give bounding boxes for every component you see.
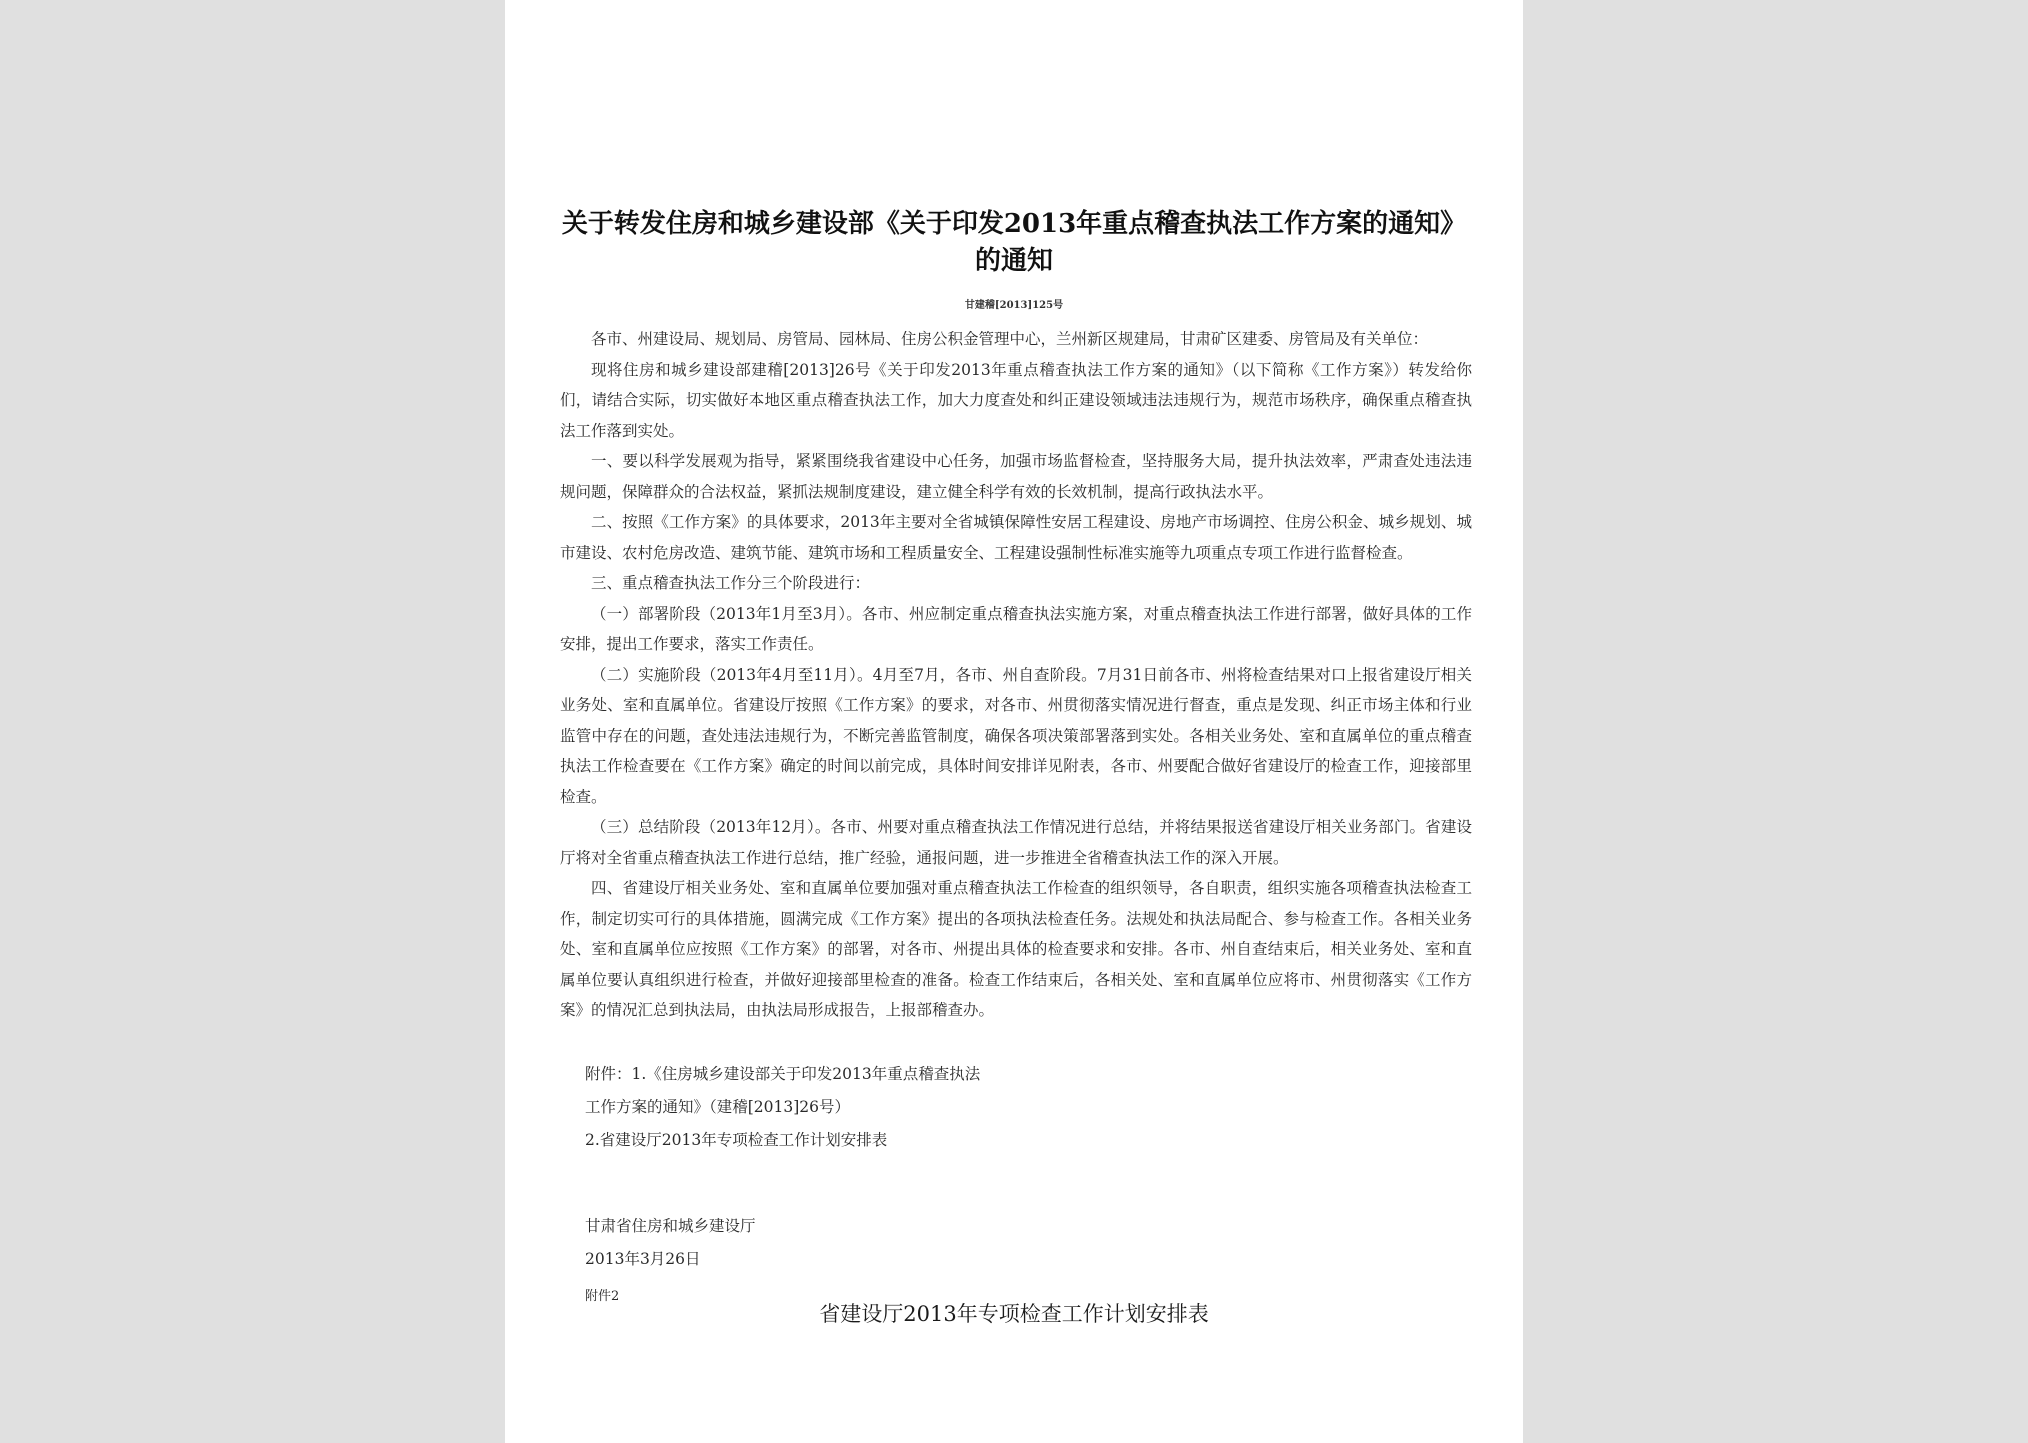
paragraph: （三）总结阶段（2013年12月）。各市、州要对重点稽查执法工作情况进行总结，并将结果报送省建设厅相关业务部门。省建设厅将对全省重点稽查执法工作进行总结，推广经验，通报问题，进一步推进全省稽查执法工作的深入开展。: [560, 818, 1472, 867]
attachment-line: 2.省建设厅2013年专项检查工作计划安排表: [585, 1131, 888, 1149]
attachment2-title: 省建设厅2013年专项检查工作计划安排表: [819, 1302, 1209, 1326]
attachments-list: [585, 1058, 980, 1157]
paragraph: （二）实施阶段（2013年4月至11月）。4月至7月，各市、州自查阶段。7月31日前各市、州将检查结果对口上报省建设厅相关业务处、室和直属单位。省建设厅按照《工作方案》的要求，对各市、州贯彻落实情况进行督查，重点是发现、纠正市场主体和行业监管中存在的问题，查处违法违规行为，不断完善监管制度，确保各项决策部署落到实处。各相关业务处、室和直属单位的重点稽查执法工作检查要在《工作方案》确定的时间以前完成，具体时间安排详见附表，各市、州要配合做好省建设厅的检查工作，迎接部里检查。: [560, 665, 1472, 806]
attachment2-label: 附件2: [585, 1289, 620, 1304]
paragraph: 二、按照《工作方案》的具体要求，2013年主要对全省城镇保障性安居工程建设、房地产市场调控、住房公积金、城乡规划、城市建设、农村危房改造、建筑节能、建筑市场和工程质量安全、工程建设强制性标准实施等九项重点专项工作进行监督检查。: [560, 513, 1472, 562]
attachment-line: 工作方案的通知》（建稽[2013]26号）: [585, 1098, 851, 1116]
document-page: [505, 0, 1523, 1443]
document-number: 甘建稽[2013]125号: [964, 300, 1064, 311]
signer: 甘肃省住房和城乡建设厅: [585, 1217, 756, 1235]
paragraph: 一、要以科学发展观为指导，紧紧围绕我省建设中心任务，加强市场监督检查，坚持服务大局，提升执法效率，严肃查处违法违规问题，保障群众的合法权益，紧抓法规制度建设，建立健全科学有效的长效机制，提高行政执法水平。: [560, 452, 1472, 501]
paragraph: 四、省建设厅相关业务处、室和直属单位要加强对重点稽查执法工作检查的组织领导，各自职责，组织实施各项稽查执法检查工作，制定切实可行的具体措施，圆满完成《工作方案》提出的各项执法检查任务。法规处和执法局配合、参与检查工作。各相关业务处、室和直属单位应按照《工作方案》的部署，对各市、州提出具体的检查要求和安排。各市、州自查结束后，相关业务处、室和直属单位要认真组织进行检查，并做好迎接部里检查的准备。检查工作结束后，各相关处、室和直属单位应将市、州贯彻落实《工作方案》的情况汇总到执法局，由执法局形成报告，上报部稽查办。: [560, 879, 1472, 1019]
paragraph: 现将住房和城乡建设部建稽[2013]26号《关于印发2013年重点稽查执法工作方案的通知》（以下简称《工作方案》）转发给你们，请结合实际，切实做好本地区重点稽查执法工作，加大力度查处和纠正建设领域违法违规行为，规范市场秩序，确保重点稽查执法工作落到实处。: [560, 360, 1472, 440]
paragraph: 三、重点稽查执法工作分三个阶段进行：: [591, 574, 871, 592]
paragraph: （一）部署阶段（2013年1月至3月）。各市、州应制定重点稽查执法实施方案，对重点稽查执法工作进行部署，做好具体的工作安排，提出工作要求，落实工作责任。: [560, 604, 1472, 653]
document-body: [560, 324, 1472, 1026]
paragraph-addressee: 各市、州建设局、规划局、房管局、园林局、住房公积金管理中心，兰州新区规建局，甘肃矿区建委、房管局及有关单位：: [591, 330, 1429, 348]
document-title: 关于转发住房和城乡建设部《关于印发2013年重点稽查执法工作方案的通知》的通知: [561, 209, 1467, 276]
attachment-line: 附件：1.《住房城乡建设部关于印发2013年重点稽查执法: [585, 1065, 981, 1083]
issue-date: 2013年3月26日: [585, 1250, 701, 1268]
